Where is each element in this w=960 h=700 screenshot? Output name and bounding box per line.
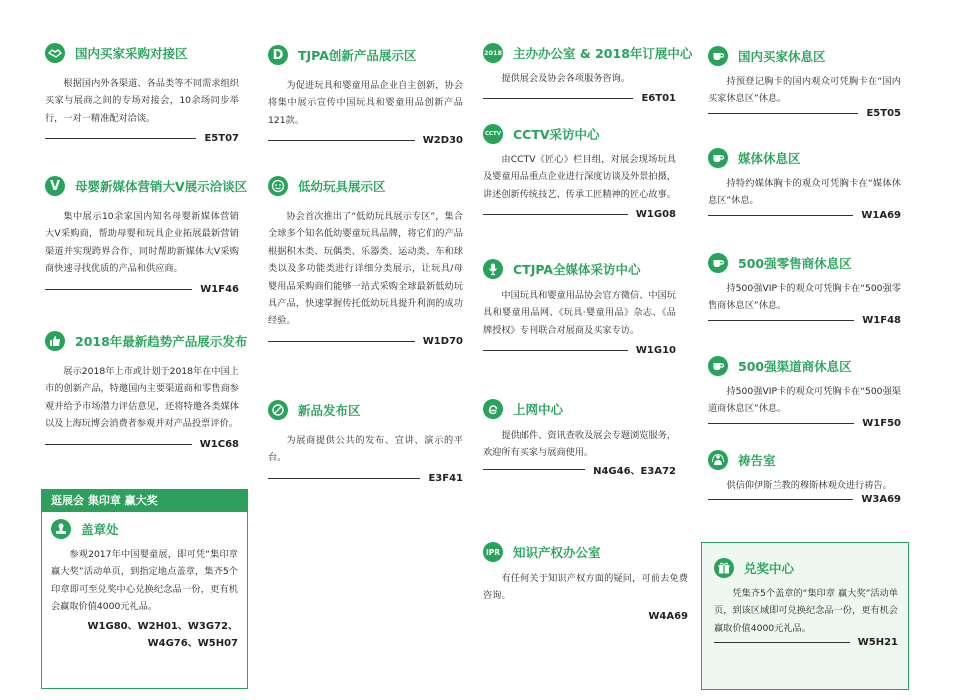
microphone-icon bbox=[483, 259, 503, 279]
booth-code: N4G46、E3A72 bbox=[593, 465, 676, 477]
section-title: CCTV采访中心 bbox=[513, 127, 600, 142]
section-title: 500强零售商休息区 bbox=[738, 256, 852, 271]
divider bbox=[45, 289, 192, 290]
booth-codes bbox=[51, 618, 238, 652]
section-title: 国内买家休息区 bbox=[738, 49, 826, 64]
divider bbox=[483, 469, 585, 470]
stamp-box-banner: 逛展会 集印章 赢大奖 bbox=[42, 490, 247, 512]
handshake-icon bbox=[45, 43, 65, 63]
prize-center-box bbox=[701, 542, 909, 690]
section-trend-products bbox=[45, 328, 248, 450]
year-2018-icon: 2018 bbox=[483, 43, 503, 63]
booth-codes-line-2: W4G76、W5H07 bbox=[147, 637, 238, 649]
booth-code: W1F48 bbox=[862, 314, 901, 326]
section-title: 国内买家采购对接区 bbox=[75, 46, 188, 61]
booth-code: W1G10 bbox=[635, 345, 676, 357]
section-description: 参观2017年中国婴童展，即可凭“集印章 赢大奖”活动单页，到指定地点盖章，集齐5个印章即可至兑奖中心兑换纪念品一份，更有机会赢取价值4000元礼品。 bbox=[51, 549, 238, 613]
divider bbox=[483, 98, 633, 99]
booth-code: W1F46 bbox=[200, 283, 239, 295]
booth-code: W3A69 bbox=[861, 494, 901, 506]
section-description: 为展商提供公共的发布、宣讲、演示的平台。 bbox=[268, 435, 463, 464]
thumbs-up-icon bbox=[45, 331, 65, 351]
section-description: 持500强VIP卡的观众可凭胸卡在“500强渠道商休息区”休息。 bbox=[708, 386, 901, 415]
coffee-cup-icon bbox=[708, 356, 728, 376]
smiley-icon bbox=[268, 176, 288, 196]
d-letter-icon: D bbox=[268, 45, 288, 65]
divider bbox=[483, 214, 628, 215]
divider bbox=[268, 341, 415, 342]
booth-code: E5T07 bbox=[204, 133, 239, 145]
section-title: 知识产权办公室 bbox=[513, 545, 601, 560]
section-description: 协会首次推出了“低幼玩具展示专区”，集合全球多个知名低幼婴童玩具品牌，将它们的产品根据积木类、玩偶类、乐器类、运动类、车和球类以及多功能类进行详细分类展示，让玩具/母婴用品采购商们能够一站式采购全球最新低幼玩具产品，快速掌握传托低幼玩具提升利润的成功经验。 bbox=[268, 211, 463, 327]
divider bbox=[45, 138, 196, 139]
section-description: 凭集齐5个盖章的“集印章 赢大奖”活动单页，到该区域即可兑换纪念品一份，更有机会赢取价值4000元礼品。 bbox=[714, 588, 898, 634]
divider bbox=[268, 140, 415, 141]
divider bbox=[714, 642, 850, 643]
section-buyer-matchmaking bbox=[45, 40, 239, 144]
no-sign-icon bbox=[268, 400, 288, 420]
stamp-icon bbox=[51, 519, 71, 539]
section-description: 集中展示10余家国内知名母婴新媒体营销大V采购商，帮助母婴和玩具企业拓展最新营销渠道并实现跨界合作，同时帮助新媒体大V采购商快速寻找优质的产品和供应商。 bbox=[45, 211, 239, 275]
section-media-lounge bbox=[708, 145, 901, 221]
booth-code: E3F41 bbox=[428, 472, 463, 484]
booth-code: W1C68 bbox=[199, 438, 239, 450]
v-badge-icon: V bbox=[45, 176, 65, 196]
section-description: 中国玩具和婴童用品协会官方微信、中国玩具和婴童用品网、《玩具·婴童用品》杂志、《品牌授权》专刊联合对展商及买家专访。 bbox=[483, 290, 676, 336]
divider bbox=[708, 320, 854, 321]
section-new-product-launch bbox=[268, 397, 463, 484]
booth-code: W5H21 bbox=[857, 637, 898, 649]
section-new-media-v bbox=[45, 173, 248, 295]
booth-code: E6T01 bbox=[641, 93, 676, 105]
booth-code: W1D70 bbox=[422, 335, 463, 347]
section-description: 为促进玩具和婴童用品企业自主创新，协会将集中展示宣传中国玩具和婴童用品创新产品121款。 bbox=[268, 80, 463, 126]
booth-codes-line-1: W1G80、W2H01、W3G72、 bbox=[87, 620, 238, 632]
booth-code: W1G08 bbox=[635, 209, 676, 221]
divider bbox=[45, 444, 192, 445]
divider bbox=[268, 478, 420, 479]
section-title: 母婴新媒体营销大V展示洽谈区 bbox=[75, 179, 248, 194]
section-tjpa-innovation bbox=[268, 42, 463, 146]
section-title: 兑奖中心 bbox=[744, 561, 795, 576]
coffee-cup-icon bbox=[708, 148, 728, 168]
section-ctjpa-media bbox=[483, 256, 676, 356]
booth-code: W1F50 bbox=[862, 417, 901, 429]
gift-icon bbox=[714, 558, 734, 578]
section-description: 持预登记胸卡的国内观众可凭胸卡在“国内买家休息区”休息。 bbox=[708, 76, 901, 105]
divider bbox=[483, 350, 628, 351]
booth-code: W2D30 bbox=[422, 135, 463, 147]
ipr-icon: IPR bbox=[483, 542, 503, 562]
coffee-cup-icon bbox=[708, 46, 728, 66]
booth-code: W1A69 bbox=[861, 209, 901, 221]
section-title: 低幼玩具展示区 bbox=[298, 179, 386, 194]
section-title: 祷告室 bbox=[738, 453, 776, 468]
coffee-cup-icon bbox=[708, 253, 728, 273]
section-title: 媒体休息区 bbox=[738, 151, 801, 166]
section-title: 2018年最新趋势产品展示发布 bbox=[75, 334, 248, 349]
section-top500-retailer-lounge bbox=[708, 250, 901, 326]
section-prayer-room bbox=[708, 447, 901, 505]
prayer-icon bbox=[708, 450, 728, 470]
section-description: 有任何关于知识产权方面的疑问，可前去免费咨询。 bbox=[483, 573, 688, 602]
booth-code: W4A69 bbox=[648, 610, 688, 622]
stamp-collection-box bbox=[41, 489, 248, 689]
section-infant-toys bbox=[268, 173, 463, 347]
section-title: TJPA创新产品展示区 bbox=[298, 48, 417, 63]
section-description: 由CCTV《匠心》栏目组，对展会现场玩具及婴童用品重点企业进行深度访谈及外景拍摄，讲述创新传统技艺、传承工匠精神的匠心故事。 bbox=[483, 154, 676, 200]
section-organizer-office bbox=[483, 40, 693, 105]
internet-e-icon bbox=[483, 399, 503, 419]
section-description: 根据国内外各渠道、各品类等不同需求组织买家与展商之间的专场对接会，10余场同步举行，一对一精准配对洽谈。 bbox=[45, 78, 239, 124]
section-title: 500强渠道商休息区 bbox=[738, 359, 852, 374]
divider bbox=[708, 499, 853, 500]
section-cctv-interview bbox=[483, 121, 676, 220]
section-buyer-lounge bbox=[708, 43, 901, 119]
section-top500-channel-lounge bbox=[708, 353, 901, 429]
section-description: 供信仰伊斯兰教的穆斯林观众进行祷告。 bbox=[726, 480, 892, 491]
section-internet-center bbox=[483, 396, 676, 477]
section-description: 展示2018年上市或计划于2018年在中国上市的创新产品，特邀国内主要渠道商和零售商参观并给予市场潜力评估意见，还将特邀各类媒体以及上海玩博会消费者参观并对产品投票评价。 bbox=[45, 366, 239, 430]
section-title: 新品发布区 bbox=[298, 403, 361, 418]
section-description: 提供展会及协会各项服务咨询。 bbox=[501, 73, 631, 84]
section-title: 盖章处 bbox=[81, 522, 119, 537]
cctv-logo-icon: CCTV bbox=[483, 124, 503, 144]
divider bbox=[708, 113, 858, 114]
section-title: 主办办公室 & 2018年订展中心 bbox=[513, 46, 693, 61]
section-description: 持500强VIP卡的观众可凭胸卡在“500强零售商休息区”休息。 bbox=[708, 283, 901, 312]
section-title: CTJPA全媒体采访中心 bbox=[513, 262, 641, 277]
section-ip-office bbox=[483, 539, 688, 622]
booth-code: E5T05 bbox=[866, 107, 901, 119]
section-title: 上网中心 bbox=[513, 402, 564, 417]
section-description: 持特约媒体胸卡的观众可凭胸卡在“媒体休息区”休息。 bbox=[708, 178, 901, 207]
section-description: 提供邮件、资讯查收及展会专题浏览服务，欢迎所有买家与展商使用。 bbox=[483, 430, 676, 459]
divider bbox=[708, 215, 853, 216]
divider bbox=[708, 423, 854, 424]
